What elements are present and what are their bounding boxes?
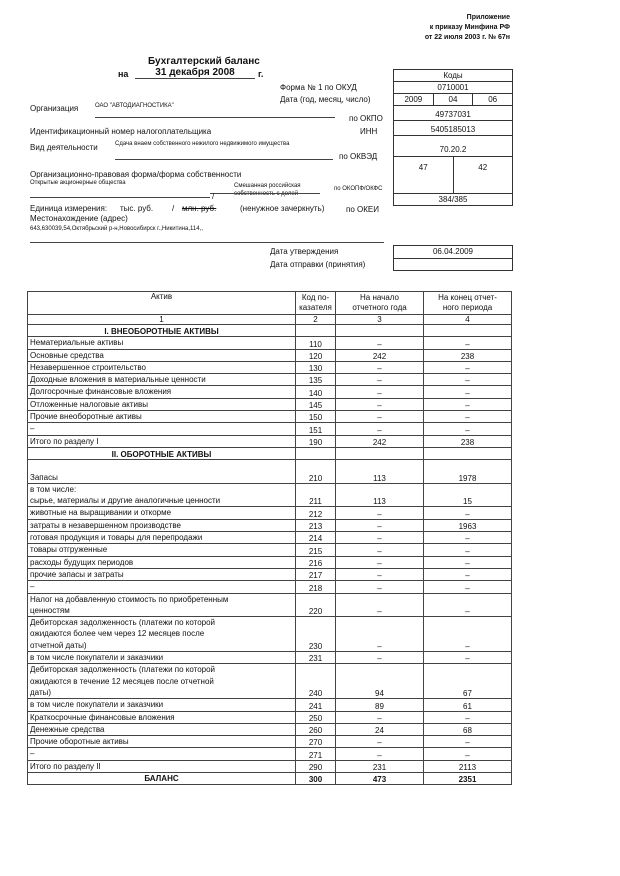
row-code: 216 (296, 556, 336, 568)
row-label: в том числе покупатели и заказчики (28, 652, 296, 664)
inn-code: 5405185013 (394, 121, 512, 136)
row-end-value: – (424, 581, 512, 593)
table-number-cell: 2 (296, 315, 336, 325)
okfs-code: 42 (478, 163, 488, 172)
row-end-value: 2351 (424, 772, 512, 784)
row-label: Итого по разделу II (28, 760, 296, 772)
section-code-cell (296, 447, 336, 459)
row-start-value: – (336, 581, 424, 593)
table-row (28, 736, 512, 748)
row-label: в том числе: сырье, материалы и другие аналогичные ценности (28, 483, 296, 507)
row-label: Краткосрочные финансовые вложения (28, 711, 296, 723)
row-code: 260 (296, 723, 336, 735)
row-start-value: 89 (336, 699, 424, 711)
row-end-value: 1963 (424, 519, 512, 531)
row-code: 271 (296, 748, 336, 760)
form-label: Форма № 1 по ОКУД (280, 83, 357, 92)
okei-label: по ОКЕИ (346, 205, 379, 214)
row-label: – (28, 748, 296, 760)
table-header-row (28, 292, 512, 315)
activity-label: Вид деятельности (30, 143, 98, 152)
table-row (28, 581, 512, 593)
section-title: II. ОБОРОТНЫЕ АКТИВЫ (28, 447, 296, 459)
row-start-value: – (336, 568, 424, 580)
row-label: затраты в незавершенном производстве (28, 519, 296, 531)
row-code: 300 (296, 772, 336, 784)
row-start-value: 113 (336, 483, 424, 507)
row-end-value: 1978 (424, 460, 512, 484)
table-number-cell: 3 (336, 315, 424, 325)
row-start-value: – (336, 544, 424, 556)
okved-label: по ОКВЭД (339, 152, 378, 161)
row-code: 270 (296, 736, 336, 748)
table-row (28, 507, 512, 519)
row-label: Запасы (28, 460, 296, 484)
table-number-row (28, 315, 512, 325)
row-label: животные на выращивании и откорме (28, 507, 296, 519)
section-title: I. ВНЕОБОРОТНЫЕ АКТИВЫ (28, 325, 296, 337)
row-code: 110 (296, 337, 336, 349)
row-start-value: 94 (336, 664, 424, 699)
table-row (28, 423, 512, 435)
row-end-value: – (424, 736, 512, 748)
org-value: ОАО "АВТОДИАГНОСТИКА" (95, 103, 335, 118)
okopf-codes (394, 157, 512, 194)
table-row (28, 435, 512, 447)
row-start-value: 113 (336, 460, 424, 484)
section-code-cell (296, 325, 336, 337)
row-end-value: – (424, 748, 512, 760)
table-row (28, 532, 512, 544)
row-end-value: – (424, 507, 512, 519)
row-label: Итого по разделу I (28, 435, 296, 447)
row-start-value: – (336, 532, 424, 544)
unit-label: Единица измерения: (30, 204, 108, 213)
table-row (28, 519, 512, 531)
row-code: 120 (296, 349, 336, 361)
row-code: 140 (296, 386, 336, 398)
row-label: расходы будущих периодов (28, 556, 296, 568)
table-row (28, 361, 512, 373)
row-end-value: – (424, 386, 512, 398)
report-date: 31 декабря 2008 (135, 67, 255, 79)
table-row (28, 760, 512, 772)
unit-struck: млн. руб. (182, 204, 217, 213)
table-row (28, 483, 512, 507)
date-year: 2009 (394, 94, 434, 105)
row-code: 145 (296, 398, 336, 410)
row-end-value: – (424, 544, 512, 556)
row-start-value: – (336, 361, 424, 373)
table-row (28, 568, 512, 580)
okopf-label: по ОКОПФ/ОКФС (334, 186, 383, 192)
ownership-value-2: собственность с долей (234, 191, 299, 197)
row-code: 130 (296, 361, 336, 373)
section-start-cell (336, 325, 424, 337)
row-label: Основные средства (28, 349, 296, 361)
row-end-value: – (424, 411, 512, 423)
row-start-value: – (336, 411, 424, 423)
table-row (28, 723, 512, 735)
row-label: – (28, 581, 296, 593)
row-label: Дебиторская задолженность (платежи по которой ожидаются в течение 12 месяцев после отчетной даты) (28, 664, 296, 699)
row-code: 213 (296, 519, 336, 531)
table-row (28, 748, 512, 760)
okpo-code: 49737031 (394, 106, 512, 121)
unit-note: (ненужное зачеркнуть) (240, 204, 325, 213)
row-start-value: 231 (336, 760, 424, 772)
section-end-cell (424, 325, 512, 337)
appendix-line2: к приказу Минфина РФ (429, 24, 510, 31)
row-start-value: – (336, 386, 424, 398)
row-code: 231 (296, 652, 336, 664)
row-code: 190 (296, 435, 336, 447)
row-label: Нематериальные активы (28, 337, 296, 349)
row-label: товары отгруженные (28, 544, 296, 556)
table-row (28, 556, 512, 568)
row-end-value: – (424, 593, 512, 617)
row-start-value: 473 (336, 772, 424, 784)
row-start-value: 242 (336, 435, 424, 447)
inn-label: ИНН (360, 127, 378, 136)
date-codes (394, 94, 512, 106)
row-label: готовая продукция и товары для перепродажи (28, 532, 296, 544)
unit-sep: / (172, 204, 175, 213)
row-code: 220 (296, 593, 336, 617)
row-code: 151 (296, 423, 336, 435)
row-end-value: – (424, 617, 512, 652)
row-label: в том числе покупатели и заказчики (28, 699, 296, 711)
row-end-value: 67 (424, 664, 512, 699)
appendix-header (425, 13, 510, 43)
okpo-label: по ОКПО (349, 114, 383, 123)
date-label: Дата (год, месяц, число) (280, 95, 371, 104)
row-end-value: – (424, 374, 512, 386)
row-label: Налог на добавленную стоимость по приобретенным ценностям (28, 593, 296, 617)
table-row (28, 349, 512, 361)
okei-code: 384/385 (438, 195, 468, 204)
table-row (28, 664, 512, 699)
row-code: 135 (296, 374, 336, 386)
row-code: 218 (296, 581, 336, 593)
table-header-cell: На начало отчетного года (336, 292, 424, 315)
table-header-cell: Код по- казателя (296, 292, 336, 315)
row-end-value: 238 (424, 435, 512, 447)
row-end-value: 68 (424, 723, 512, 735)
row-label: Дебиторская задолженность (платежи по которой ожидаются более чем через 12 месяцев после отчетной даты) (28, 617, 296, 652)
row-end-value: – (424, 423, 512, 435)
section-row (28, 325, 512, 337)
row-start-value: – (336, 556, 424, 568)
table-number-cell: 4 (424, 315, 512, 325)
row-start-value: – (336, 736, 424, 748)
row-label: Отложенные налоговые активы (28, 398, 296, 410)
title-suffix: г. (258, 69, 264, 79)
table-row (28, 652, 512, 664)
row-label: прочие запасы и затраты (28, 568, 296, 580)
row-label: БАЛАНС (28, 772, 296, 784)
row-label: Прочие внеоборотные активы (28, 411, 296, 423)
table-row (28, 460, 512, 484)
table-row (28, 699, 512, 711)
row-label: Доходные вложения в материальные ценности (28, 374, 296, 386)
row-label: Прочие оборотные активы (28, 736, 296, 748)
row-start-value: – (336, 748, 424, 760)
approve-label: Дата утверждения (270, 247, 339, 256)
table-row (28, 374, 512, 386)
row-start-value: – (336, 711, 424, 723)
unit-value: тыс. руб. (120, 204, 154, 213)
row-start-value: – (336, 593, 424, 617)
table-row (28, 617, 512, 652)
table-header-cell: Актив (28, 292, 296, 315)
row-code: 210 (296, 460, 336, 484)
row-code: 217 (296, 568, 336, 580)
okved-code: 70.20.2 (394, 136, 512, 157)
activity-value: Сдача внаем собственного нежилого недвижимого имущества (115, 141, 333, 160)
row-code: 241 (296, 699, 336, 711)
row-end-value: – (424, 568, 512, 580)
inn-text: Идентификационный номер налогоплательщика (30, 127, 212, 136)
codes-heading: Коды (394, 70, 512, 82)
row-code: 215 (296, 544, 336, 556)
row-start-value: 242 (336, 349, 424, 361)
address-line (30, 242, 384, 243)
row-end-value: – (424, 532, 512, 544)
legal-form-label: Организационно-правовая форма/форма собственности (30, 170, 242, 179)
table-number-cell: 1 (28, 315, 296, 325)
legal-form-slash: / (212, 192, 215, 201)
approve-value: 06.04.2009 (393, 245, 513, 259)
address-value: 643,630039,54,Октябрьский р-н,Новосибирск г.,Никитина,114,, (30, 226, 203, 232)
row-end-value: – (424, 361, 512, 373)
row-end-value: 2113 (424, 760, 512, 772)
row-label: – (28, 423, 296, 435)
row-end-value: – (424, 337, 512, 349)
send-value-box (393, 258, 513, 271)
balance-total-row (28, 772, 512, 784)
row-start-value: – (336, 519, 424, 531)
send-label: Дата отправки (принятия) (270, 260, 366, 269)
document-title: Бухгалтерский баланс (148, 56, 260, 67)
address-label: Местонахождение (адрес) (30, 214, 128, 223)
row-code: 211 (296, 483, 336, 507)
row-end-value: – (424, 556, 512, 568)
table-row (28, 544, 512, 556)
table-header-cell: На конец отчет- ного периода (424, 292, 512, 315)
row-code: 250 (296, 711, 336, 723)
legal-form-line (210, 193, 320, 194)
appendix-line3: от 22 июля 2003 г. № 67н (424, 34, 510, 41)
row-start-value: – (336, 337, 424, 349)
row-start-value: 24 (336, 723, 424, 735)
row-end-value: 61 (424, 699, 512, 711)
balance-table (27, 291, 512, 785)
legal-form-line-left (30, 197, 210, 198)
row-end-value: – (424, 398, 512, 410)
row-label: Долгосрочные финансовые вложения (28, 386, 296, 398)
table-row (28, 593, 512, 617)
date-day: 06 (488, 95, 498, 104)
section-row (28, 447, 512, 459)
section-end-cell (424, 447, 512, 459)
row-start-value: – (336, 507, 424, 519)
org-label: Организация (30, 104, 79, 113)
row-code: 240 (296, 664, 336, 699)
ownership-value-1: Смешанная российская (234, 183, 301, 189)
table-row (28, 337, 512, 349)
row-start-value: – (336, 423, 424, 435)
row-end-value: 15 (424, 483, 512, 507)
table-row (28, 398, 512, 410)
row-start-value: – (336, 617, 424, 652)
row-code: 150 (296, 411, 336, 423)
row-code: 212 (296, 507, 336, 519)
date-month: 04 (434, 94, 474, 105)
row-end-value: – (424, 652, 512, 664)
row-code: 214 (296, 532, 336, 544)
codes-box (393, 69, 513, 206)
table-row (28, 411, 512, 423)
table-row (28, 711, 512, 723)
row-label: Денежные средства (28, 723, 296, 735)
okopf-code: 47 (394, 157, 454, 193)
row-end-value: 238 (424, 349, 512, 361)
title-prefix: на (118, 69, 129, 79)
table-row (28, 386, 512, 398)
appendix-line1: Приложение (466, 14, 510, 21)
legal-form-value: Открытые акционерные общества (30, 180, 126, 186)
row-end-value: – (424, 711, 512, 723)
row-code: 290 (296, 760, 336, 772)
row-code: 230 (296, 617, 336, 652)
form-code: 0710001 (394, 82, 512, 94)
row-start-value: – (336, 398, 424, 410)
row-start-value: – (336, 652, 424, 664)
row-start-value: – (336, 374, 424, 386)
row-label: Незавершенное строительство (28, 361, 296, 373)
section-start-cell (336, 447, 424, 459)
